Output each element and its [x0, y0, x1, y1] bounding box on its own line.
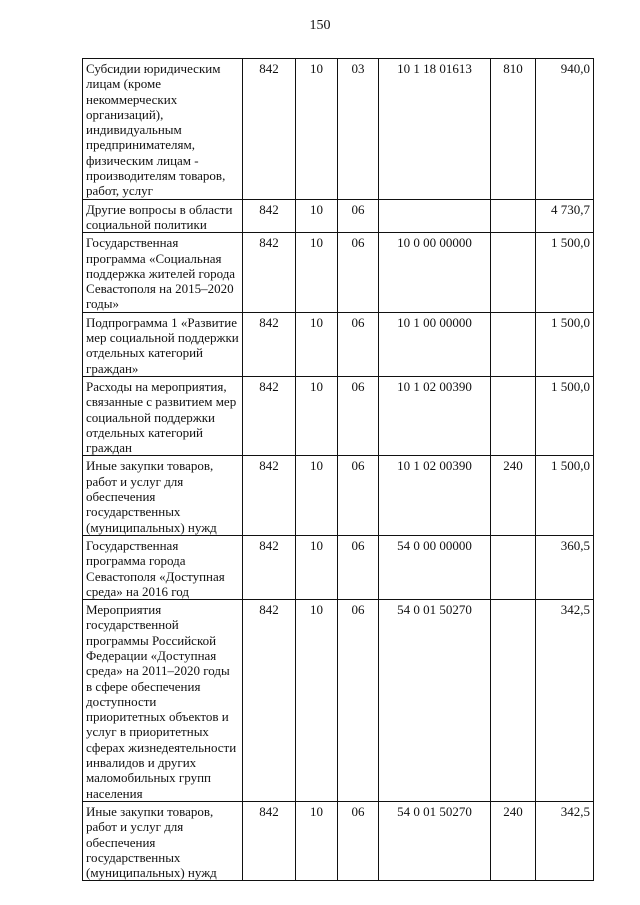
- table-row: [83, 199, 594, 233]
- row-name: Государственная программа города Севастополя «Доступная среда» на 2016 год: [83, 535, 243, 599]
- row-pr: 06: [338, 199, 379, 233]
- row-name: Другие вопросы в области социальной политики: [83, 199, 243, 233]
- row-pr: 06: [338, 600, 379, 802]
- row-csr: 10 1 02 00390: [379, 456, 491, 535]
- row-pr: 06: [338, 376, 379, 455]
- row-amount: 1 500,0: [536, 376, 594, 455]
- row-vr: [491, 600, 536, 802]
- row-name: Иные закупки товаров, работ и услуг для обеспечения государственных (муниципальных) нужд: [83, 801, 243, 880]
- row-vr: 810: [491, 59, 536, 200]
- row-grbs: 842: [243, 199, 296, 233]
- row-pr: 06: [338, 233, 379, 312]
- row-csr: 54 0 01 50270: [379, 801, 491, 880]
- row-amount: 1 500,0: [536, 312, 594, 376]
- row-rz: 10: [296, 456, 338, 535]
- row-pr: 06: [338, 312, 379, 376]
- table-row: [83, 59, 594, 200]
- row-amount: 1 500,0: [536, 456, 594, 535]
- row-vr: [491, 535, 536, 599]
- row-grbs: 842: [243, 312, 296, 376]
- row-csr: 10 0 00 00000: [379, 233, 491, 312]
- row-rz: 10: [296, 801, 338, 880]
- row-pr: 03: [338, 59, 379, 200]
- row-name: Подпрограмма 1 «Развитие мер социальной поддержки отдельных категорий граждан»: [83, 312, 243, 376]
- budget-table: [82, 58, 594, 881]
- row-name: Иные закупки товаров, работ и услуг для обеспечения государственных (муниципальных) нужд: [83, 456, 243, 535]
- row-rz: 10: [296, 199, 338, 233]
- row-amount: 1 500,0: [536, 233, 594, 312]
- row-csr: 54 0 00 00000: [379, 535, 491, 599]
- table-row: [83, 535, 594, 599]
- row-csr: 10 1 18 01613: [379, 59, 491, 200]
- row-name: Государственная программа «Социальная поддержка жителей города Севастополя на 2015–2020 годы»: [83, 233, 243, 312]
- row-vr: [491, 376, 536, 455]
- row-grbs: 842: [243, 376, 296, 455]
- row-grbs: 842: [243, 59, 296, 200]
- row-grbs: 842: [243, 456, 296, 535]
- table-row: [83, 801, 594, 880]
- row-grbs: 842: [243, 233, 296, 312]
- row-rz: 10: [296, 59, 338, 200]
- row-name: Расходы на мероприятия, связанные с развитием мер социальной поддержки отдельных категорий граждан: [83, 376, 243, 455]
- row-pr: 06: [338, 456, 379, 535]
- row-amount: 342,5: [536, 801, 594, 880]
- row-grbs: 842: [243, 535, 296, 599]
- row-amount: 940,0: [536, 59, 594, 200]
- table-row: [83, 376, 594, 455]
- table-row: [83, 600, 594, 802]
- row-rz: 10: [296, 600, 338, 802]
- row-rz: 10: [296, 535, 338, 599]
- row-vr: 240: [491, 456, 536, 535]
- row-amount: 4 730,7: [536, 199, 594, 233]
- row-pr: 06: [338, 801, 379, 880]
- row-name: Мероприятия государственной программы Российской Федерации «Доступная среда» на 2011–2020 годы в сфере обеспечения доступности приоритетных объектов и услуг в приоритетных сферах жизнедеятельности инвалидов и других маломобильных групп населения: [83, 600, 243, 802]
- row-name: Субсидии юридическим лицам (кроме некоммерческих организаций), индивидуальным предпринимателям, физическим лицам - производителям товаров, работ, услуг: [83, 59, 243, 200]
- row-csr: [379, 199, 491, 233]
- row-grbs: 842: [243, 600, 296, 802]
- row-csr: 10 1 00 00000: [379, 312, 491, 376]
- row-grbs: 842: [243, 801, 296, 880]
- row-rz: 10: [296, 233, 338, 312]
- table-row: [83, 312, 594, 376]
- row-amount: 360,5: [536, 535, 594, 599]
- row-rz: 10: [296, 376, 338, 455]
- row-vr: [491, 233, 536, 312]
- table-row: [83, 456, 594, 535]
- row-pr: 06: [338, 535, 379, 599]
- row-vr: [491, 199, 536, 233]
- row-csr: 10 1 02 00390: [379, 376, 491, 455]
- table-row: [83, 233, 594, 312]
- row-csr: 54 0 01 50270: [379, 600, 491, 802]
- row-vr: 240: [491, 801, 536, 880]
- row-rz: 10: [296, 312, 338, 376]
- row-amount: 342,5: [536, 600, 594, 802]
- page-number: 150: [309, 18, 331, 33]
- row-vr: [491, 312, 536, 376]
